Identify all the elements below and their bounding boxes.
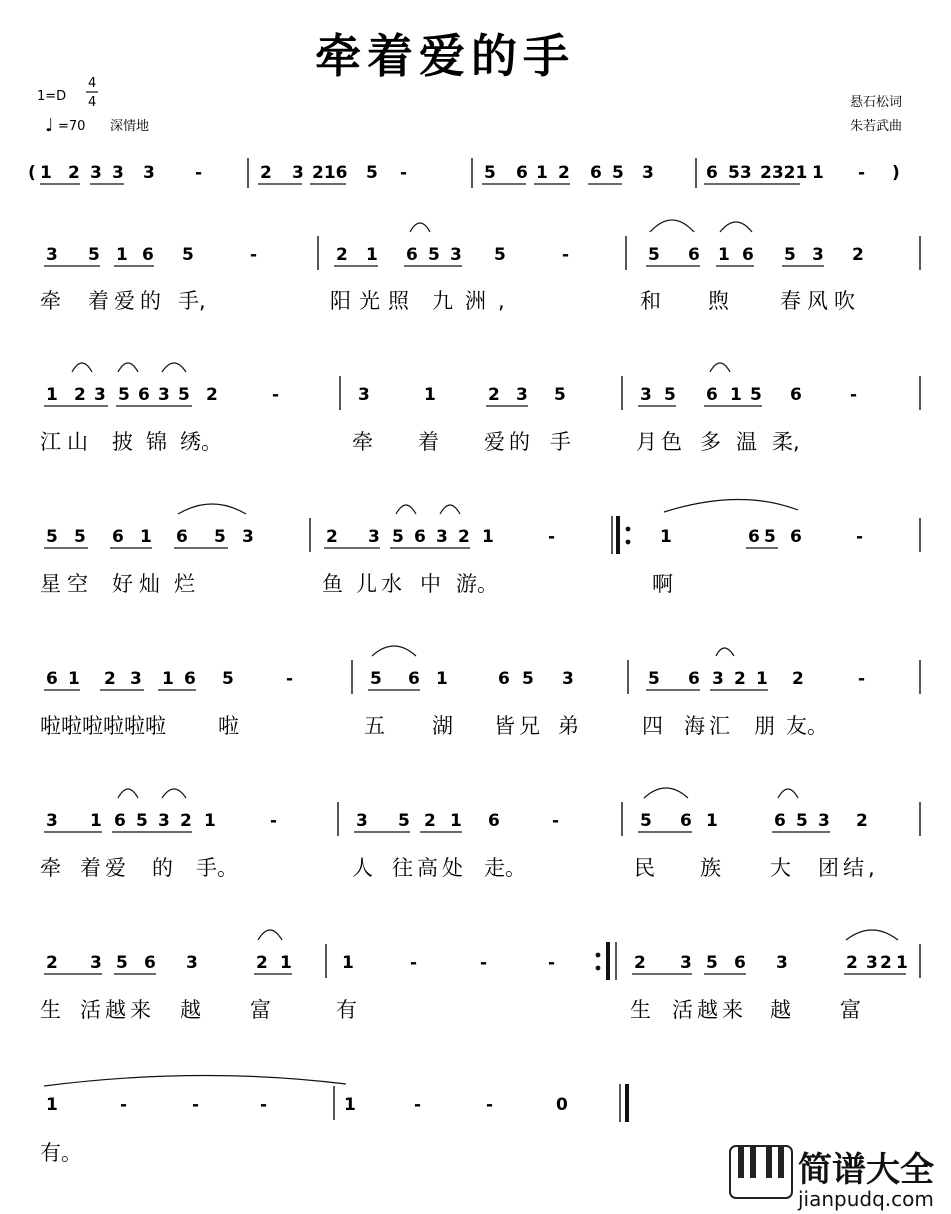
lyric: 游。 [456, 572, 498, 596]
note: 6 [112, 527, 124, 547]
note: 1 [40, 163, 52, 183]
note: 1 [46, 385, 58, 405]
note: 5 [392, 527, 404, 547]
note: 6 [114, 811, 126, 831]
lyric: 春风吹 [780, 289, 861, 313]
lyric: 着 [418, 430, 439, 454]
lyric: 有 [336, 998, 357, 1022]
note: 1 [730, 385, 742, 405]
note: 5 [136, 811, 148, 831]
note: 1 [536, 163, 548, 183]
note: ) [892, 163, 900, 183]
note: 5 [784, 245, 796, 265]
watermark-title: 简谱大全 [798, 1150, 934, 1190]
watermark-url: jianpudq.com [798, 1187, 934, 1211]
staff-row-5 [40, 646, 920, 738]
note: 3 [292, 163, 304, 183]
note: 1 [46, 1095, 58, 1115]
note: 3 [90, 953, 102, 973]
lyric: 绣。 [180, 430, 222, 454]
note: 6 [748, 527, 760, 547]
song-title: 牵着爱的手 [315, 29, 575, 83]
lyric: 朋 [754, 714, 775, 738]
note: 3 [186, 953, 198, 973]
lyric: 儿水 [356, 572, 406, 596]
lyric: 星空 [40, 572, 94, 596]
note: 3 [158, 385, 170, 405]
note: 2 [846, 953, 858, 973]
note: 2 [46, 953, 58, 973]
note: 1 [342, 953, 354, 973]
note: 6 [680, 811, 692, 831]
note: 3 [642, 163, 654, 183]
note: 6 [184, 669, 196, 689]
note: 6 [790, 385, 802, 405]
note: - [270, 811, 278, 831]
lyric: 锦 [146, 430, 167, 454]
note: 3 [640, 385, 652, 405]
note: 1 [162, 669, 174, 689]
note: - [410, 953, 418, 973]
staff-row-7 [40, 930, 920, 1022]
note: - [120, 1095, 128, 1115]
time-signature-top: 4 [88, 76, 97, 91]
note: 3 [776, 953, 788, 973]
note: 5 [88, 245, 100, 265]
note: 53 [728, 163, 752, 183]
note: - [552, 811, 560, 831]
note: 0 [556, 1095, 568, 1115]
note: 2 [458, 527, 470, 547]
lyric: 皆兄 [494, 714, 544, 738]
note: 5 [522, 669, 534, 689]
lyric: 生 [40, 998, 61, 1022]
note: 2 [488, 385, 500, 405]
lyric: 温 [736, 430, 757, 454]
note: - [850, 385, 858, 405]
lyric: 柔, [772, 430, 800, 454]
note: 6 [46, 669, 58, 689]
note: 2 [180, 811, 192, 831]
note: 2 [336, 245, 348, 265]
note: 6 [408, 669, 420, 689]
note: - [480, 953, 488, 973]
note: - [562, 245, 570, 265]
note: - [250, 245, 258, 265]
key-signature: 1=D [37, 89, 67, 104]
site-watermark [730, 1146, 934, 1211]
note: 3 [158, 811, 170, 831]
note: 3 [866, 953, 878, 973]
note: 6 [488, 811, 500, 831]
staff-row-6 [40, 788, 920, 880]
lyric: 多 [700, 430, 721, 454]
lyric: 五 [364, 714, 385, 738]
lyric: 四 [642, 714, 663, 738]
note: 5 [764, 527, 776, 547]
note: 1 [424, 385, 436, 405]
tempo-expression: 深情地 [110, 119, 150, 134]
staff-row-4 [40, 499, 920, 596]
note: 1 [344, 1095, 356, 1115]
note: - [548, 527, 556, 547]
note: 1 [718, 245, 730, 265]
note: 3 [356, 811, 368, 831]
note: 3 [712, 669, 724, 689]
note: 3 [90, 163, 102, 183]
note: 6 [706, 163, 718, 183]
note: 5 [46, 527, 58, 547]
note: 5 [74, 527, 86, 547]
note: 5 [116, 953, 128, 973]
lyric: 富 [250, 998, 271, 1022]
lyric: 牵 [40, 289, 61, 313]
note: 5 [706, 953, 718, 973]
note: 3 [130, 669, 142, 689]
note: - [858, 669, 866, 689]
note: 6 [742, 245, 754, 265]
lyric: 和 [640, 289, 661, 313]
note: 3 [46, 811, 58, 831]
lyric: 手。 [196, 856, 238, 880]
note: 6 [406, 245, 418, 265]
lyric: 好灿 [112, 572, 166, 596]
note: 3 [368, 527, 380, 547]
note: 5 [182, 245, 194, 265]
note: 5 [612, 163, 624, 183]
lyric: 中 [420, 572, 441, 596]
lyric: 活越来 [672, 998, 747, 1022]
note: 1 [660, 527, 672, 547]
note: - [260, 1095, 268, 1115]
note: - [192, 1095, 200, 1115]
lyric: 弟 [558, 714, 579, 738]
lyric: 的 [152, 856, 173, 880]
note: 3 [242, 527, 254, 547]
lyric: 友。 [786, 714, 828, 738]
lyric: 大 [770, 856, 791, 880]
note: 6 [688, 245, 700, 265]
note: 5 [640, 811, 652, 831]
note: - [856, 527, 864, 547]
note: - [400, 163, 408, 183]
lyric: 人 [352, 856, 373, 880]
lyric: 生 [630, 998, 651, 1022]
note: 5 [398, 811, 410, 831]
note: 2 [852, 245, 864, 265]
note: 3 [94, 385, 106, 405]
note: 1 [436, 669, 448, 689]
lyric: 江山 [40, 430, 94, 454]
note: 6 [498, 669, 510, 689]
note: 2 [856, 811, 868, 831]
piano-keys-icon [730, 1146, 792, 1198]
note: 1 [280, 953, 292, 973]
staff-row-2 [40, 220, 920, 313]
note: 2 [558, 163, 570, 183]
note: 3 [46, 245, 58, 265]
note: 1 [140, 527, 152, 547]
note: 5 [664, 385, 676, 405]
note: 3 [562, 669, 574, 689]
note: 3 [516, 385, 528, 405]
note: 1 [68, 669, 80, 689]
note: 6 [138, 385, 150, 405]
note: 1 [756, 669, 768, 689]
note: 1 [450, 811, 462, 831]
note: ( [28, 163, 36, 183]
note: 2321 [760, 163, 808, 183]
note: 1 [204, 811, 216, 831]
lyric: 啊 [652, 572, 673, 596]
note: 6 [414, 527, 426, 547]
note: - [272, 385, 280, 405]
note: 5 [178, 385, 190, 405]
note: 5 [750, 385, 762, 405]
note: 5 [118, 385, 130, 405]
note: 3 [436, 527, 448, 547]
note: - [548, 953, 556, 973]
note: 3 [450, 245, 462, 265]
lyric: 手, [178, 289, 206, 313]
note: 5 [366, 163, 378, 183]
lyric: 手 [550, 430, 571, 454]
note: 1 [706, 811, 718, 831]
note: 5 [648, 669, 660, 689]
lyric: 九洲, [432, 289, 517, 313]
staff-row-1 [28, 158, 900, 188]
lyric: 民 [634, 856, 655, 880]
lyric: 团结, [818, 856, 879, 880]
note: 5 [428, 245, 440, 265]
lyric: 越 [180, 998, 201, 1022]
note: 6 [516, 163, 528, 183]
note: - [486, 1095, 494, 1115]
staff-row-8 [40, 1075, 627, 1165]
note: - [286, 669, 294, 689]
lyric: 湖 [432, 714, 453, 738]
note: 6 [688, 669, 700, 689]
lyric: 越 [770, 998, 791, 1022]
lyricist-credit: 悬石松词 [850, 95, 903, 110]
lyric: 往高处 [392, 856, 467, 880]
lyric: 活越来 [80, 998, 155, 1022]
lyric: 煦 [708, 289, 729, 313]
note: 3 [812, 245, 824, 265]
lyric: 月色 [636, 430, 686, 454]
note: 2 [260, 163, 272, 183]
note: 2 [424, 811, 436, 831]
note: 3 [680, 953, 692, 973]
time-signature-bottom: 4 [88, 95, 97, 110]
note: 5 [494, 245, 506, 265]
lyric: 牵 [40, 856, 61, 880]
lyric: 海汇 [684, 714, 734, 738]
note: 2 [880, 953, 892, 973]
note: 1 [90, 811, 102, 831]
note: 3 [358, 385, 370, 405]
lyric: 啦啦啦啦啦啦 [40, 714, 166, 738]
lyric: 阳光照 [330, 289, 417, 313]
lyric: 爱的 [484, 430, 534, 454]
note: 2 [792, 669, 804, 689]
note: 2 [104, 669, 116, 689]
note: 3 [143, 163, 155, 183]
note: 1 [366, 245, 378, 265]
lyric: 着爱 [80, 856, 130, 880]
note: 1 [896, 953, 908, 973]
note: 6 [774, 811, 786, 831]
note: 1 [812, 163, 824, 183]
note: 2 [634, 953, 646, 973]
note: 6 [590, 163, 602, 183]
note: 2 [68, 163, 80, 183]
lyric: 着爱的 [88, 289, 166, 313]
note: 5 [222, 669, 234, 689]
note: 2 [206, 385, 218, 405]
note: - [858, 163, 866, 183]
lyric: 富 [840, 998, 861, 1022]
note: 2 [74, 385, 86, 405]
note: 5 [648, 245, 660, 265]
note: 1 [482, 527, 494, 547]
note: 5 [554, 385, 566, 405]
lyric: 披 [112, 430, 133, 454]
lyric: 鱼 [322, 572, 343, 596]
note: 6 [734, 953, 746, 973]
composer-credit: 朱若武曲 [850, 119, 903, 134]
note: 1 [116, 245, 128, 265]
note: 5 [214, 527, 226, 547]
tempo-note-icon: ♩ [45, 115, 54, 136]
note: 6 [144, 953, 156, 973]
note: 2 [256, 953, 268, 973]
lyric: 牵 [352, 430, 373, 454]
note: - [195, 163, 203, 183]
note: 2 [734, 669, 746, 689]
note: 6 [142, 245, 154, 265]
tempo-value: =70 [58, 119, 86, 134]
note: 216 [312, 163, 348, 183]
lyric: 啦 [218, 714, 239, 738]
note: 2 [326, 527, 338, 547]
lyric: 走。 [484, 856, 526, 880]
note: 5 [796, 811, 808, 831]
lyric: 族 [700, 856, 721, 880]
lyric: 烂 [174, 572, 195, 596]
note: 5 [484, 163, 496, 183]
staff-row-3 [40, 363, 920, 454]
lyric: 有。 [40, 1141, 82, 1165]
note: 6 [706, 385, 718, 405]
note: 3 [818, 811, 830, 831]
note: 5 [370, 669, 382, 689]
note: - [414, 1095, 422, 1115]
note: 3 [112, 163, 124, 183]
note: 6 [790, 527, 802, 547]
note: 6 [176, 527, 188, 547]
